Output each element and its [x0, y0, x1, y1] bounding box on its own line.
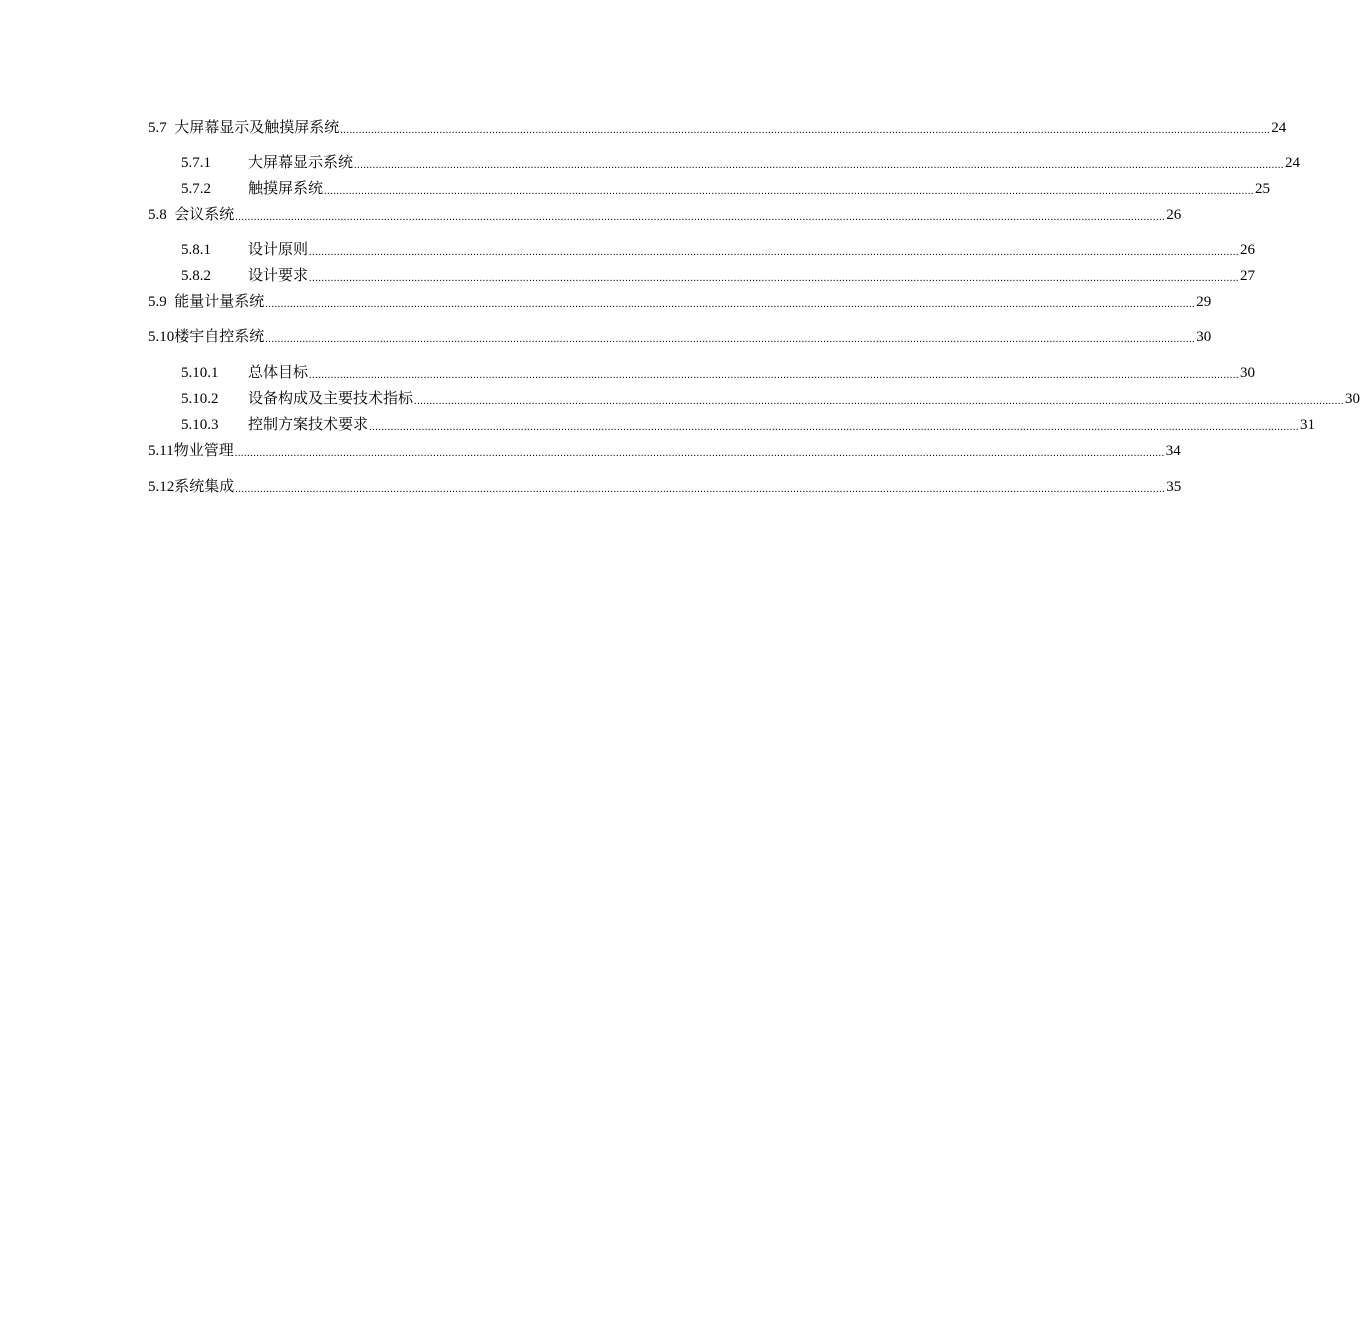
toc-entry-5-10-2[interactable]: [181, 387, 1360, 409]
dot-leader: ............................................................................................................................................................................................................................................................................................................: [309, 273, 1240, 284]
toc-entry-5-10-1[interactable]: [181, 361, 1256, 383]
toc-entry-page-number: 34: [1165, 443, 1181, 459]
toc-entry-title: 设备构成及主要技术指标: [248, 391, 414, 407]
toc-entry-5-10[interactable]: [148, 325, 1212, 347]
toc-entry-number: 5.8.2: [181, 268, 211, 284]
toc-entry-number: 5.8.1: [181, 242, 211, 258]
toc-entry-number: 5.8: [148, 207, 175, 223]
toc-entry-title: 能量计量系统: [174, 294, 265, 310]
toc-entry-page-number: 35: [1166, 479, 1182, 495]
toc-entry-page-number: 29: [1196, 294, 1212, 310]
toc-entry-number: 5.10.1: [181, 365, 219, 381]
toc-entry-title: 大屏幕显示及触摸屏系统: [174, 120, 340, 136]
toc-entry-number: 5.10.2: [181, 391, 219, 407]
toc-entry-title: 物业管理: [173, 443, 234, 459]
toc-entry-number: 5.7: [148, 120, 175, 136]
dot-leader: ............................................................................................................................................................................................................................................................................................................: [309, 370, 1240, 381]
toc-entry-5-11[interactable]: [148, 439, 1181, 461]
toc-entry-page-number: 26: [1240, 242, 1256, 258]
toc-entry-5-8-2[interactable]: [181, 264, 1256, 286]
dot-leader: ............................................................................................................................................................................................................................................................................................................: [369, 422, 1300, 433]
dot-leader: ............................................................................................................................................................................................................................................................................................................: [414, 396, 1345, 407]
toc-entry-number: 5.11: [148, 443, 174, 459]
dot-leader: ............................................................................................................................................................................................................................................................................................................: [234, 448, 1165, 459]
toc-entry-page-number: 30: [1240, 365, 1256, 381]
dot-leader: ............................................................................................................................................................................................................................................................................................................: [324, 186, 1255, 197]
toc-entry-title: 楼宇自控系统: [174, 329, 265, 345]
dot-leader: ............................................................................................................................................................................................................................................................................................................: [235, 212, 1166, 223]
toc-entry-number: 5.10.3: [181, 417, 219, 433]
toc-entry-number: 5.9: [148, 294, 175, 310]
toc-entry-page-number: 24: [1271, 120, 1287, 136]
toc-entry-page-number: 31: [1300, 417, 1316, 433]
toc-entry-5-7-2[interactable]: [181, 177, 1271, 199]
toc-entry-page-number: 30: [1196, 329, 1212, 345]
toc-entry-number: 5.10: [148, 329, 175, 345]
toc-entry-5-12[interactable]: [148, 475, 1182, 497]
toc-entry-title: 大屏幕显示系统: [248, 155, 354, 171]
toc-entry-5-8-1[interactable]: [181, 238, 1256, 260]
toc-entry-title: 总体目标: [248, 365, 309, 381]
toc-entry-page-number: 27: [1240, 268, 1256, 284]
toc-entry-title: 触摸屏系统: [248, 181, 324, 197]
toc-entry-page-number: 25: [1255, 181, 1271, 197]
toc-entry-5-7[interactable]: [148, 116, 1287, 138]
toc-entry-number: 5.7.2: [181, 181, 211, 197]
dot-leader: ............................................................................................................................................................................................................................................................................................................: [265, 299, 1196, 310]
toc-entry-5-9[interactable]: [148, 290, 1212, 312]
dot-leader: ............................................................................................................................................................................................................................................................................................................: [354, 160, 1285, 171]
dot-leader: ............................................................................................................................................................................................................................................................................................................: [309, 247, 1240, 258]
toc-entry-title: 设计要求: [248, 268, 309, 284]
dot-leader: ............................................................................................................................................................................................................................................................................................................: [340, 125, 1271, 136]
toc-entry-title: 控制方案技术要求: [248, 417, 369, 433]
toc-entry-5-10-3[interactable]: [181, 413, 1316, 435]
dot-leader: ............................................................................................................................................................................................................................................................................................................: [265, 334, 1196, 345]
dot-leader: ............................................................................................................................................................................................................................................................................................................: [235, 484, 1166, 495]
toc-entry-5-7-1[interactable]: [181, 151, 1301, 173]
toc-entry-page-number: 30: [1345, 391, 1360, 407]
toc-entry-page-number: 26: [1166, 207, 1182, 223]
toc-entry-number: 5.12: [148, 479, 175, 495]
toc-entry-page-number: 24: [1285, 155, 1301, 171]
toc-entry-title: 设计原则: [248, 242, 309, 258]
toc-entry-title: 系统集成: [174, 479, 235, 495]
toc-entry-number: 5.7.1: [181, 155, 211, 171]
toc-entry-title: 会议系统: [174, 207, 235, 223]
toc-entry-5-8[interactable]: [148, 203, 1182, 225]
